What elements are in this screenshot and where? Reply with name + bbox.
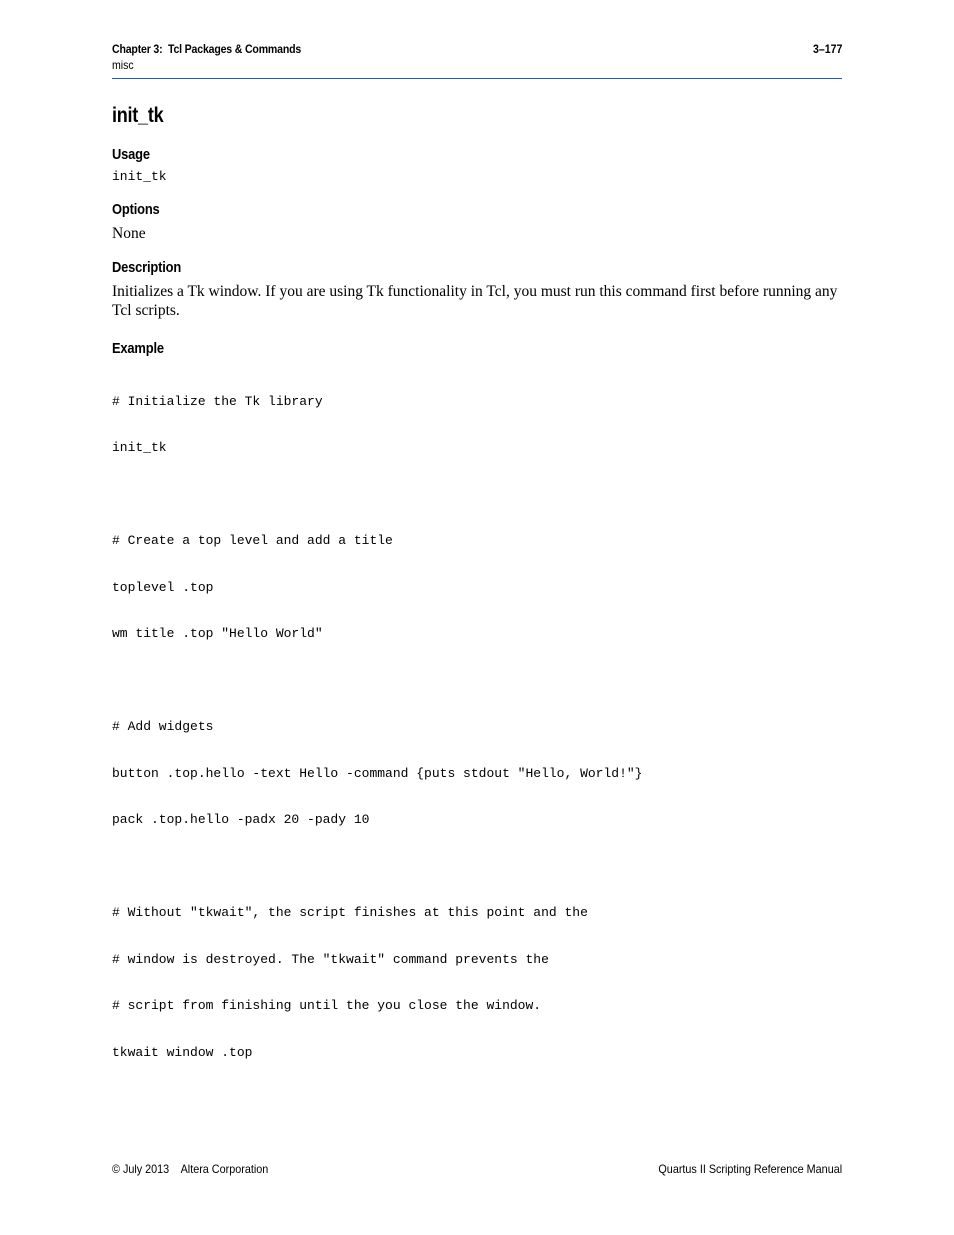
code-line: # Add widgets xyxy=(112,719,214,734)
footer-manual-title: Quartus II Scripting Reference Manual xyxy=(658,1162,842,1176)
page-header xyxy=(112,42,842,79)
chapter-title: Chapter 3: Tcl Packages & Commands xyxy=(112,42,302,56)
command-title: init_tk xyxy=(112,104,164,127)
options-heading: Options xyxy=(112,200,160,218)
footer-copyright: © July 2013 Altera Corporation xyxy=(112,1162,269,1176)
description-text: Initializes a Tk window. If you are using Tk functionality in Tcl, you must run this command first before running any Tcl scripts. xyxy=(112,282,838,319)
code-line: tkwait window .top xyxy=(112,1044,253,1060)
code-line xyxy=(112,673,842,689)
description-section xyxy=(112,259,842,320)
code-line xyxy=(112,859,842,875)
example-code xyxy=(112,363,842,1092)
usage-section xyxy=(112,146,842,185)
code-line: button .top.hello -text Hello -command {puts stdout "Hello, World!"} xyxy=(112,765,643,781)
code-line: toplevel .top xyxy=(112,579,214,595)
code-line: # Without "tkwait", the script finishes at this point and the xyxy=(112,905,588,920)
code-line: # Initialize the Tk library xyxy=(112,393,323,409)
options-text: None xyxy=(112,224,146,242)
example-section xyxy=(112,340,842,1092)
code-line: init_tk xyxy=(112,440,167,455)
usage-heading: Usage xyxy=(112,146,150,163)
example-heading: Example xyxy=(112,339,164,357)
code-line: wm title .top "Hello World" xyxy=(112,626,323,641)
code-line: # window is destroyed. The "tkwait" command prevents the xyxy=(112,951,549,967)
code-line xyxy=(112,487,842,503)
section-name: misc xyxy=(112,58,134,72)
page-number: 3–177 xyxy=(812,42,842,56)
options-section xyxy=(112,201,842,243)
code-line: # Create a top level and add a title xyxy=(112,533,393,548)
usage-code: init_tk xyxy=(112,169,167,184)
code-line: # script from finishing until the you close the window. xyxy=(112,998,542,1013)
code-line: pack .top.hello -padx 20 -pady 10 xyxy=(112,812,370,827)
main-content xyxy=(112,104,842,1107)
description-heading: Description xyxy=(112,258,182,276)
